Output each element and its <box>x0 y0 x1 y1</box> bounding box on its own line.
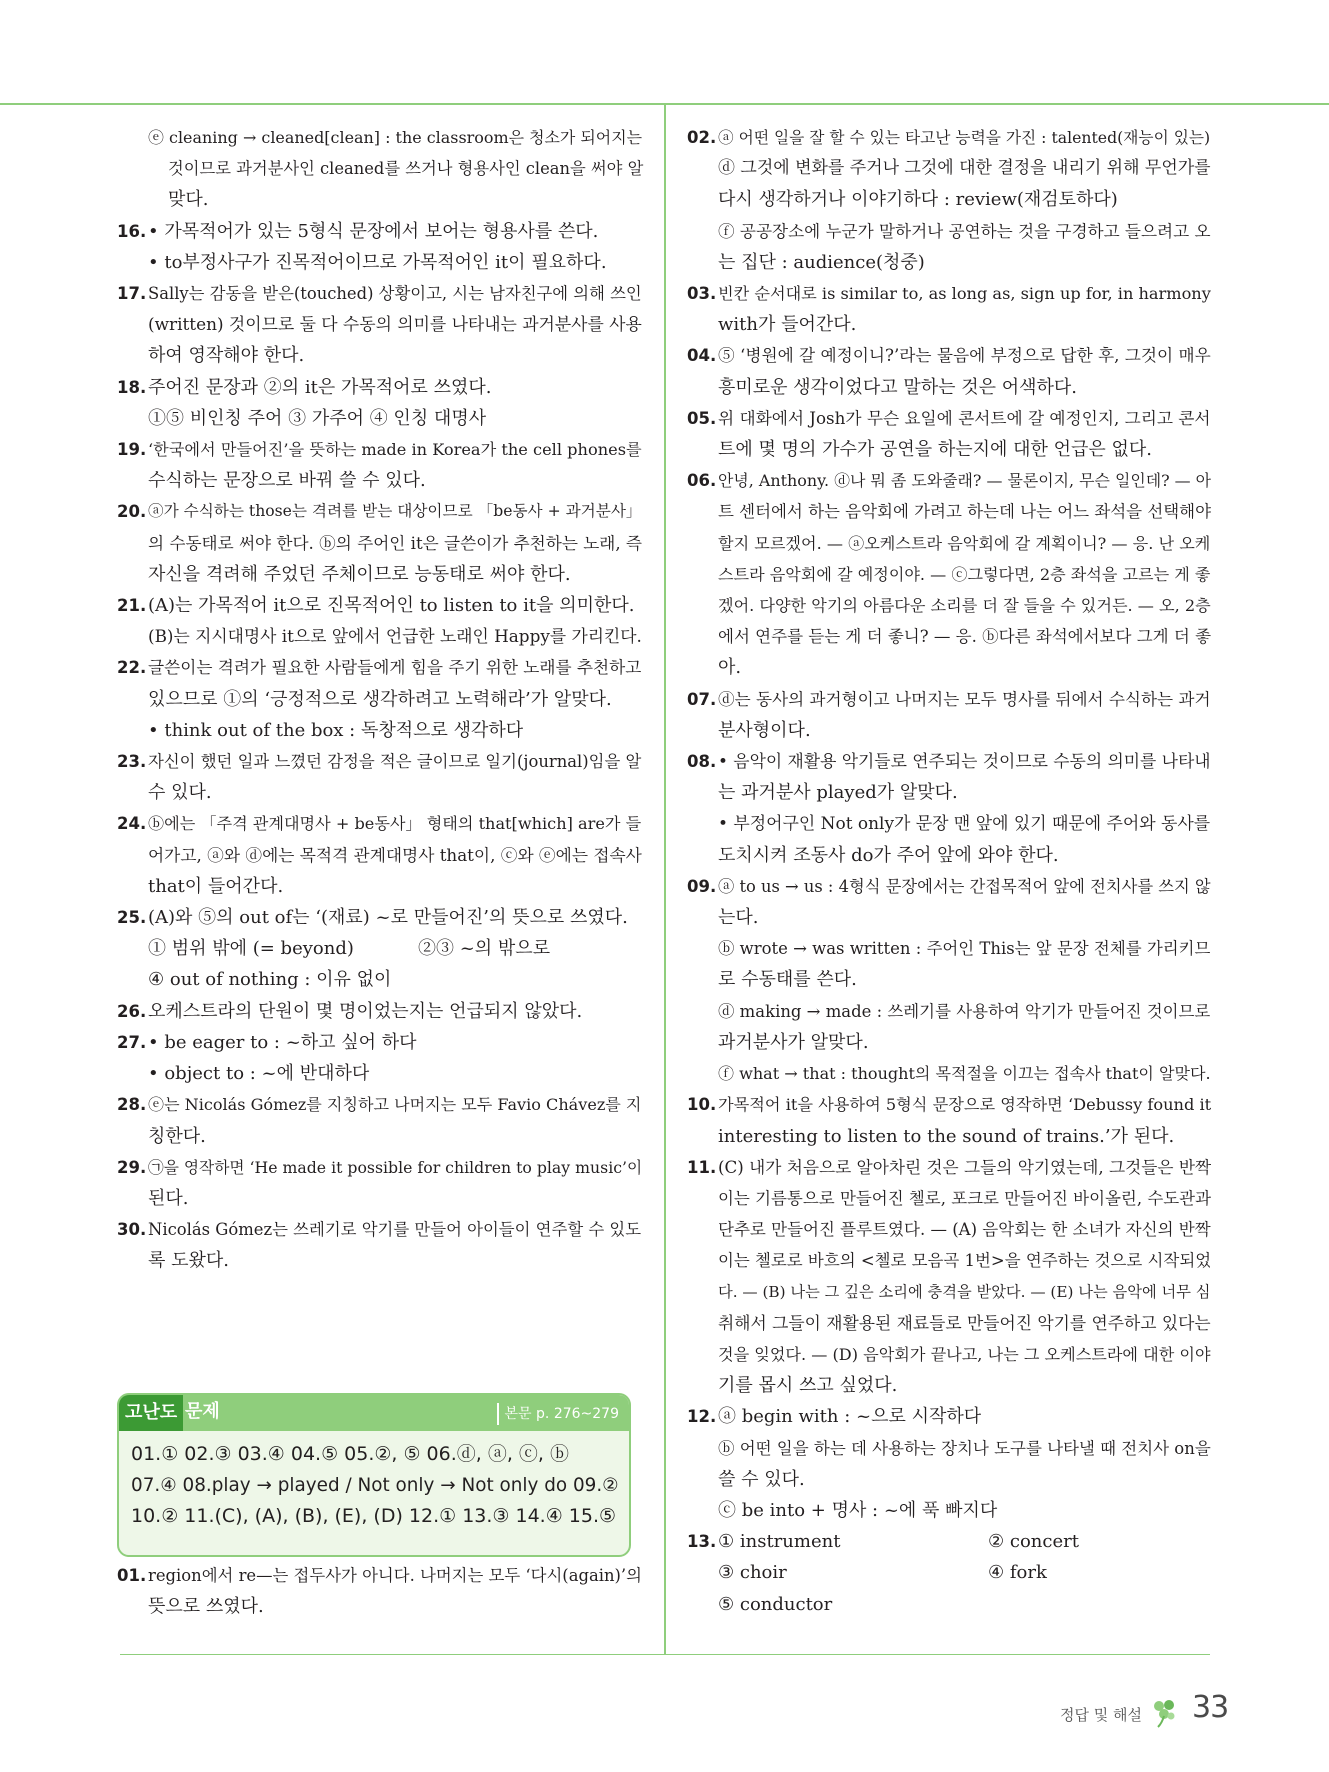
explanation-item <box>687 1152 1211 1402</box>
explanation-item <box>687 684 1211 746</box>
explanation-line: ‘한국에서 만들어진’을 뜻하는 made in Korea가 the cell phones를 <box>148 440 642 460</box>
explanation-line: ⓓ making → made : 쓰레기를 사용하여 악기가 만들어진 것이므로 <box>718 1001 1211 1021</box>
explanation-line: 는 과거분사 played가 알맞다. <box>718 782 958 804</box>
explanation-line: ⑤ ‘병원에 갈 예정이니?’라는 물음에 부정으로 답한 후, 그것이 매우 <box>718 345 1211 366</box>
explanation-line: 자신이 했던 일과 느꼈던 감정을 적은 글이므로 일기(journal)임을 알 <box>148 752 642 772</box>
explanation-line: 트에 몇 명의 가수가 공연을 하는지에 대한 언급은 없다. <box>718 439 1153 461</box>
explanation-line: 주어진 문장과 ②의 it은 가목적어로 쓰였다. <box>148 376 492 398</box>
explanation-01 <box>117 1560 642 1622</box>
choice-item: ① instrument <box>718 1531 841 1553</box>
explanation-line: ⓕ what → that : thought의 목적절을 이끄는 접속사 that이 알맞다. <box>718 1064 1211 1084</box>
bottom-rule <box>120 1654 1210 1655</box>
explanation-line: 수 있다. <box>148 782 212 804</box>
explanation-item <box>117 590 642 652</box>
explanation-line: • 음악이 재활용 악기들로 연주되는 것이므로 수동의 의미를 나타내 <box>718 751 1211 772</box>
explanation-line: 수식하는 문장으로 바꿔 쓸 수 있다. <box>148 470 426 492</box>
answer-key-body <box>119 1431 629 1532</box>
explanation-line: 분사형이다. <box>718 719 811 741</box>
explanation-line: • think out of the box : 독창적으로 생각하다 <box>148 719 524 741</box>
explanation-line: 칭한다. <box>148 1125 206 1147</box>
explanation-line: ⓔ cleaning → cleaned[clean] : the classroom은 청소가 되어지는 <box>148 128 643 147</box>
explanation-line: 록 도왔다. <box>148 1250 229 1272</box>
explanation-line: ⓒ be into + 명사 : ~에 푹 빠지다 <box>718 1499 998 1521</box>
explanation-item <box>687 871 1211 1089</box>
clover-icon <box>1150 1696 1178 1728</box>
explanation-line: 과거분사가 알맞다. <box>718 1031 869 1053</box>
explanation-item <box>117 652 642 746</box>
explanation-line: 된다. <box>148 1187 189 1209</box>
explanation-line: ⓓ는 동사의 과거형이고 나머지는 모두 명사를 뒤에서 수식하는 과거 <box>718 689 1211 709</box>
explanation-item <box>687 1401 1211 1526</box>
explanation-item <box>117 1027 642 1089</box>
explanation-line: 오케스트라의 단원이 몇 명이었는지는 언급되지 않았다. <box>148 1000 583 1022</box>
choice-item: ④ out of nothing : 이유 없이 <box>148 969 392 991</box>
explanation-line: 이는 첼로로 바흐의 <첼로 모음곡 1번>을 연주하는 것으로 시작되었 <box>718 1251 1212 1271</box>
item-number: 10. <box>687 1095 717 1115</box>
explanation-item <box>117 372 642 434</box>
explanation-line: region에서 re—는 접두사가 아니다. 나머지는 모두 ‘다시(again)’의 <box>148 1566 642 1585</box>
explanation-line: 겠어. 다양한 악기의 아름다운 소리를 더 잘 들을 수 있거든. — 오, 2층 <box>718 596 1211 616</box>
explanation-item <box>117 902 642 996</box>
item-number: 27. <box>117 1032 147 1052</box>
left-column <box>117 122 642 1277</box>
explanation-line: 있으므로 ①의 ‘긍정적으로 생각하려고 노력해라’가 알맞다. <box>148 688 612 710</box>
explanation-line: Sally는 감동을 받은(touched) 상황이고, 시는 남자친구에 의해 쓰인 <box>148 284 642 304</box>
choice-row <box>148 933 642 964</box>
explanation-line: • be eager to : ~하고 싶어 하다 <box>148 1031 417 1053</box>
explanation-line: ①⑤ 비인칭 주어 ③ 가주어 ④ 인칭 대명사 <box>148 407 487 429</box>
item-number: 18. <box>117 377 147 397</box>
choice-item: ③ choir <box>718 1562 787 1584</box>
item-number: 17. <box>117 284 147 304</box>
item-number: 11. <box>687 1157 717 1177</box>
explanation-item <box>117 216 642 278</box>
right-column <box>687 122 1211 1620</box>
explanation-line: ⓐ to us → us : 4형식 문장에서는 간접목적어 앞에 전치사를 쓰지 않 <box>718 876 1211 896</box>
explanation-line: (C) 내가 처음으로 알아차린 것은 그들의 악기였는데, 그것들은 반짝 <box>718 1156 1212 1177</box>
item-number: 08. <box>687 752 717 772</box>
explanation-line: 의 수동태로 써야 한다. ⓑ의 주어인 it은 글쓴이가 추천하는 노래, 즉 <box>148 533 642 553</box>
explanation-line: 이는 기름통으로 만들어진 첼로, 포크로 만들어진 바이올린, 수도관과 <box>718 1188 1212 1208</box>
item-number: 16. <box>117 221 147 241</box>
explanation-line: 가목적어 it을 사용하여 5형식 문장으로 영작하면 ‘Debussy found it <box>718 1095 1212 1115</box>
explanation-item <box>687 465 1211 683</box>
item-number: 06. <box>687 471 717 491</box>
explanation-line: 어가고, ⓐ와 ⓓ에는 목적격 관계대명사 that이, ⓒ와 ⓔ에는 접속사 <box>148 844 642 865</box>
explanation-line: 는 집단 : audience(청중) <box>718 251 925 273</box>
explanation-item <box>687 278 1211 340</box>
answer-line: 01.① 02.③ 03.④ 04.⑤ 05.②, ⑤ 06.ⓓ, ⓐ, ⓒ, ⓑ <box>131 1443 570 1465</box>
explanation-item <box>687 403 1211 465</box>
answer-key-header <box>119 1395 629 1431</box>
footer-label: 정답 및 해설 <box>1060 1706 1142 1724</box>
answer-key-box <box>117 1393 631 1557</box>
item-number: 12. <box>687 1407 717 1427</box>
item-number: 25. <box>117 908 147 928</box>
explanation-line: 자신을 격려해 주었던 주체이므로 능동태로 써야 한다. <box>148 563 571 585</box>
explanation-item <box>117 746 642 808</box>
explanation-line: • 부정어구인 Not only가 문장 맨 앞에 있기 때문에 주어와 동사를 <box>718 813 1211 834</box>
choice-item: ② concert <box>988 1531 1079 1553</box>
explanation-line: 것을 잊었다. — (D) 음악회가 끝나고, 나는 그 오케스트라에 대한 이야 <box>718 1344 1211 1364</box>
explanation-line: ⓑ 어떤 일을 하는 데 사용하는 장치나 도구를 나타낼 때 전치사 on을 <box>718 1438 1211 1458</box>
page-number: 33 <box>1192 1690 1229 1725</box>
explanation-line: 트 센터에서 하는 음악회에 가려고 하는데 나는 어느 좌석을 선택해야 <box>718 502 1212 522</box>
explanation-line: 안녕, Anthony. ⓓ나 뭐 좀 도와줄래? — 물론이지, 무슨 일인데? — 아 <box>718 471 1212 491</box>
explanation-line: 스트라 음악회에 갈 예정이야. — ⓒ그렇다면, 2층 좌석을 고르는 게 좋 <box>718 564 1211 584</box>
item-number: 09. <box>687 876 717 896</box>
item-number: 22. <box>117 658 147 678</box>
explanation-line: 에서 연주를 듣는 게 더 좋니? — 응. ⓑ다른 좌석에서보다 그게 더 좋 <box>718 627 1212 647</box>
explanation-item <box>117 496 642 590</box>
item-number: 30. <box>117 1220 147 1240</box>
explanation-item <box>687 122 1211 278</box>
explanation-line: ㉠을 영작하면 ‘He made it possible for children to play music’이 <box>148 1157 643 1177</box>
explanation-line: 기를 몹시 쓰고 싶었다. <box>718 1375 898 1397</box>
explanation-line: 빈칸 순서대로 is similar to, as long as, sign up for, in harmony <box>718 284 1211 304</box>
item-number: 29. <box>117 1157 147 1177</box>
explanation-line: 로 수동태를 쓴다. <box>718 969 857 991</box>
explanation-line: 맞다. <box>168 189 209 211</box>
item-number: 20. <box>117 502 147 522</box>
item-number: 13. <box>687 1532 717 1552</box>
explanation-item <box>117 122 642 216</box>
explanation-item <box>117 1152 642 1214</box>
explanation-line: (A)는 가목적어 it으로 진목적어인 to listen to it을 의미한다. <box>148 595 635 617</box>
item-number: 21. <box>117 596 147 616</box>
explanation-item <box>687 746 1211 871</box>
explanation-line: 할지 모르겠어. — ⓐ오케스트라 음악회에 갈 계획이니? — 응. 난 오케 <box>718 533 1211 553</box>
explanation-item <box>117 996 642 1027</box>
item-number: 24. <box>117 814 147 834</box>
page-reference: 본문 p. 276~279 <box>497 1403 619 1425</box>
explanation-line: ⓑ wrote → was written : 주어인 This는 앞 문장 전체를 가리키므 <box>718 939 1211 959</box>
explanation-line: 글쓴이는 격려가 필요한 사람들에게 힘을 주기 위한 노래를 추천하고 <box>148 658 642 678</box>
explanation-line: 취해서 그들이 재활용된 재료들로 만들어진 악기를 연주하고 있다는 <box>718 1312 1211 1333</box>
explanation-line: • to부정사구가 진목적어이므로 가목적어인 it이 필요하다. <box>148 251 607 273</box>
explanation-line: ⓐ가 수식하는 those는 격려를 받는 대상이므로 「be동사 + 과거분사」 <box>148 502 642 521</box>
explanation-item <box>117 434 642 496</box>
item-number: 02. <box>687 128 717 147</box>
explanation-item <box>687 1526 1211 1620</box>
explanation-item <box>687 340 1211 402</box>
explanation-line: ⓐ 어떤 일을 잘 할 수 있는 타고난 능력을 가진 : talented(재능이 있는) <box>718 128 1211 147</box>
item-number: 26. <box>117 1001 147 1021</box>
explanation-item <box>117 808 642 902</box>
item-number: 03. <box>687 284 717 304</box>
answer-line: 07.④ 08.play → played / Not only → Not only do 09.② <box>131 1475 619 1496</box>
answer-key-title: 문제 <box>185 1401 220 1422</box>
item-number: 04. <box>687 346 717 366</box>
explanation-line: 흥미로운 생각이었다고 말하는 것은 어색하다. <box>718 376 1077 398</box>
explanation-item <box>117 278 642 372</box>
answer-line: 10.② 11.(C), (A), (B), (E), (D) 12.① 13.③ 14.④ 15.⑤ <box>131 1505 617 1527</box>
explanation-item <box>117 1089 642 1151</box>
choice-item: ⑤ conductor <box>718 1593 833 1615</box>
explanation-item <box>117 1214 642 1276</box>
explanation-line: with가 들어간다. <box>718 314 857 336</box>
item-number: 19. <box>117 440 147 460</box>
explanation-line: (B)는 지시대명사 it으로 앞에서 언급한 노래인 Happy를 가리킨다. <box>148 626 642 647</box>
explanation-line: ⓕ 공공장소에 누군가 말하거나 공연하는 것을 구경하고 들으려고 오 <box>718 221 1211 241</box>
explanation-line: 는다. <box>718 907 759 929</box>
explanation-line: • object to : ~에 반대하다 <box>148 1063 370 1085</box>
explanation-line: Nicolás Gómez는 쓰레기로 악기를 만들어 아이들이 연주할 수 있도 <box>148 1220 642 1240</box>
item-number: 28. <box>117 1095 147 1115</box>
choice-row <box>718 1526 1211 1557</box>
item-number: 01. <box>117 1566 147 1585</box>
choice-row <box>718 1557 1211 1588</box>
explanation-line: ⓔ는 Nicolás Gómez를 지칭하고 나머지는 모두 Favio Chávez를 지 <box>148 1095 642 1115</box>
explanation-line: 것이므로 과거분사인 cleaned를 쓰거나 형용사인 clean을 써야 알 <box>168 159 644 179</box>
explanation-line: ⓓ 그것에 변화를 주거나 그것에 대한 결정을 내리기 위해 무언가를 <box>718 158 1211 179</box>
explanation-line: (written) 것이므로 둘 다 수동의 의미를 나타내는 과거분사를 사용 <box>148 314 642 335</box>
explanation-line: 하여 영작해야 한다. <box>148 345 305 367</box>
explanation-line: 다. — (B) 나는 그 깊은 소리에 충격을 받았다. — (E) 나는 음악에 너무 심 <box>718 1282 1211 1301</box>
explanation-line: 다시 생각하거나 이야기하다 : review(재검토하다) <box>718 189 1118 211</box>
item-number: 07. <box>687 689 717 709</box>
explanation-line: 단추로 만들어진 플루트였다. — (A) 음악회는 한 소녀가 자신의 반짝 <box>718 1220 1211 1240</box>
explanation-line: interesting to listen to the sound of trains.’가 된다. <box>718 1125 1175 1147</box>
explanation-line: ⓑ에는 「주격 관계대명사 + be동사」 형태의 that[which] are가 들 <box>148 814 642 834</box>
item-number: 23. <box>117 752 147 772</box>
item-number: 05. <box>687 408 717 428</box>
choice-item: ① 범위 밖에 (= beyond) <box>148 938 354 960</box>
difficulty-tag: 고난도 <box>119 1395 183 1431</box>
explanation-line: that이 들어간다. <box>148 875 284 897</box>
explanation-item <box>687 1089 1211 1151</box>
explanation-line: 뜻으로 쓰였다. <box>148 1596 264 1618</box>
choice-item: ②③ ~의 밖으로 <box>418 938 551 960</box>
explanation-line: (A)와 ⑤의 out of는 ‘(재료) ~로 만들어진’의 뜻으로 쓰였다. <box>148 907 628 929</box>
explanation-line: 아. <box>718 657 742 679</box>
explanation-line: ⓐ begin with : ~으로 시작하다 <box>718 1406 982 1428</box>
column-divider <box>664 105 666 1655</box>
explanation-line: 쓸 수 있다. <box>718 1468 805 1490</box>
choice-item: ④ fork <box>988 1562 1047 1584</box>
explanation-line: • 가목적어가 있는 5형식 문장에서 보어는 형용사를 쓴다. <box>148 220 599 242</box>
explanation-line: 도치시켜 조동사 do가 주어 앞에 와야 한다. <box>718 844 1059 866</box>
explanation-line: 위 대화에서 Josh가 무슨 요일에 콘서트에 갈 예정인지, 그리고 콘서 <box>718 407 1211 428</box>
